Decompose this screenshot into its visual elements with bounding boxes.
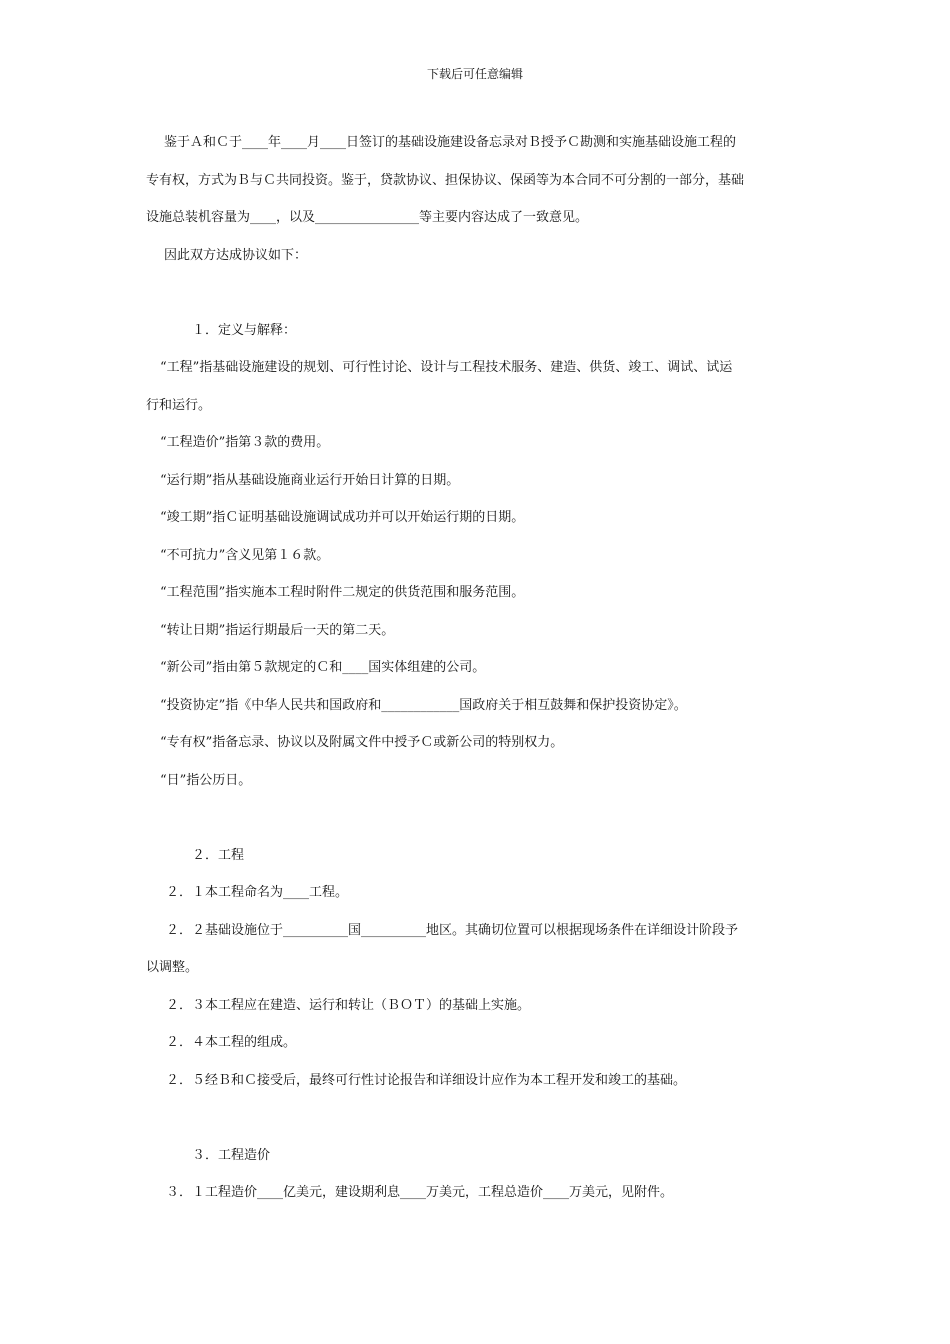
spacer: [146, 799, 806, 837]
definition-item: “不可抗力”含义见第１６款。: [160, 547, 330, 563]
definition-project-line-2: 行和运行。: [146, 397, 212, 413]
intro-line-2: 专有权，方式为Ｂ与Ｃ共同投资。鉴于，贷款协议、担保协议、保函等为本合同不可分割的一部分，基础: [146, 172, 745, 188]
definition-item: “日”指公历日。: [160, 772, 252, 788]
clause-3-1: ３．１工程造价____亿美元，建设期利息____万美元，工程总造价____万美元，见附件。: [166, 1185, 674, 1200]
clause-2-5: ２．５经Ｂ和Ｃ接受后，最终可行性讨论报告和详细设计应作为本工程开发和竣工的基础。: [166, 1072, 687, 1088]
definition-item: “工程造价”指第３款的费用。: [160, 435, 330, 450]
clause-2-4: ２．４本工程的组成。: [166, 1035, 297, 1050]
clause-2-2-line-2: 以调整。: [146, 960, 199, 975]
intro-line-1: 鉴于Ａ和Ｃ于____年____月____日签订的基础设施建设备忘录对Ｂ授予Ｃ勘测和实施基础设施工程的: [164, 135, 737, 150]
intro-conclusion: 因此双方达成协议如下：: [164, 247, 308, 263]
definition-item: “转让日期”指运行期最后一天的第二天。: [160, 622, 395, 638]
definition-item: “投资协定”指《中华人民共和国政府和____________国政府关于相互鼓舞和保护投资协定》。: [160, 697, 687, 713]
intro-line-3: 设施总装机容量为____，以及________________等主要内容达成了一致意见。: [146, 210, 589, 225]
section-2-heading: ２．工程: [192, 847, 245, 863]
page-header: 下载后可任意编辑: [426, 67, 523, 81]
definition-item: “运行期”指从基础设施商业运行开始日计算的日期。: [160, 472, 460, 488]
section-1-heading: １．定义与解释：: [192, 322, 297, 338]
spacer: [146, 1099, 806, 1137]
definition-item: “新公司”指由第５款规定的Ｃ和____国实体组建的公司。: [160, 660, 486, 675]
definition-item: “专有权”指备忘录、协议以及附属文件中授予Ｃ或新公司的特别权力。: [160, 735, 564, 750]
definition-item: “工程范围”指实施本工程时附件二规定的供货范围和服务范围。: [160, 585, 525, 600]
clause-2-3: ２．３本工程应在建造、运行和转让（ＢＯＴ）的基础上实施。: [166, 997, 531, 1013]
clause-2-2-line-1: ２．２基础设施位于__________国__________地区。其确切位置可以根据现场条件在详细设计阶段予: [166, 922, 739, 938]
definition-project-line-1: “工程”指基础设施建设的规划、可行性讨论、设计与工程技术服务、建造、供货、竣工、调试、试运: [160, 360, 733, 375]
spacer: [146, 274, 806, 312]
clause-2-1: ２．１本工程命名为____工程。: [166, 885, 349, 900]
definition-item: “竣工期”指Ｃ证明基础设施调试成功并可以开始运行期的日期。: [160, 510, 525, 525]
section-3-heading: ３．工程造价: [192, 1147, 271, 1163]
contract-body: [146, 124, 806, 1212]
